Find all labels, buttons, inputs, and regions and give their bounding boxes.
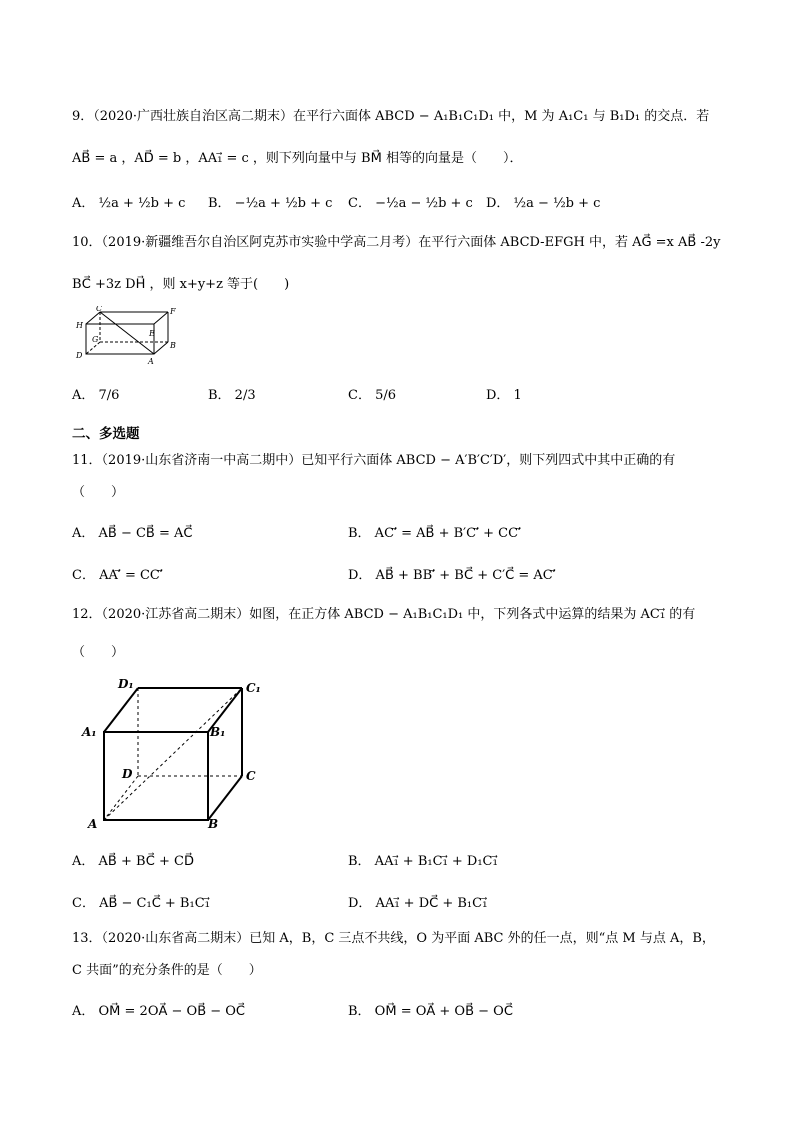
- q11-option-b: B． AC′⃗ = AB⃗ + B′C′⃗ + CC′⃗: [348, 526, 521, 541]
- q12-option-d: D． AA₁⃗ + DC⃗ + B₁C₁⃗: [348, 896, 488, 911]
- q10-option-c: C． 5/6: [348, 388, 397, 403]
- fig12-label-d1: D₁: [118, 677, 134, 691]
- q13-option-b: B． OM⃗ = OA⃗ + OB⃗ − OC⃗: [348, 1004, 513, 1019]
- fig12-label-c: C: [246, 769, 256, 783]
- q10-line1: 10．（2019·新疆维吾尔自治区阿克苏市实验中学高二月考）在平行六面体 ABCD-EFGH 中，若 AG⃗ =x AB⃗ -2y: [72, 235, 721, 250]
- q11-option-d: D． AB⃗ + BB′⃗ + BC⃗ + C′C⃗ = AC′⃗: [348, 568, 556, 583]
- fig10-label-b: B: [170, 341, 176, 350]
- q13-option-a: A． OM⃗ = 2OA⃗ − OB⃗ − OC⃗: [72, 1004, 245, 1019]
- q10-option-b: B． 2/3: [208, 388, 256, 403]
- q12-option-c: C． AB⃗ − C₁C⃗ + B₁C₁⃗: [72, 896, 210, 911]
- q9-option-c: C． −½a − ½b + c: [348, 196, 473, 211]
- q9-line2: AB⃗ = a ，AD⃗ = b ，AA₁⃗ = c ，则下列向量中与 BM⃗ 相等的向量是（ ）．: [72, 151, 523, 166]
- cube-figure: [80, 672, 270, 834]
- q10-option-d: D． 1: [486, 388, 522, 403]
- section-title-multiple-choice: 二、多选题: [72, 426, 140, 442]
- fig10-label-f: F: [170, 307, 176, 316]
- q9-option-a: A． ½a + ½b + c: [72, 196, 186, 211]
- q12-line2: （ ）: [72, 645, 125, 660]
- q9-line1: 9．（2020·广西壮族自治区高二期末）在平行六面体 ABCD − A₁B₁C₁D₁ 中，M 为 A₁C₁ 与 B₁D₁ 的交点．若: [72, 109, 710, 124]
- q13-line1: 13．（2020·山东省高二期末）已知 A，B，C 三点不共线，O 为平面 ABC 外的任一点，则“点 M 与点 A，B，: [72, 931, 715, 946]
- q13-line2: C 共面”的充分条件的是（ ）: [72, 963, 262, 978]
- q12-option-a: A． AB⃗ + BC⃗ + CD⃗: [72, 854, 194, 869]
- fig10-label-g: G: [92, 335, 99, 344]
- q11-option-c: C． AA′⃗ = CC′⃗: [72, 568, 163, 583]
- parallelepiped-figure: [72, 306, 182, 368]
- q9-option-b: B． −½a + ½b + c: [208, 196, 333, 211]
- fig12-label-a1: A₁: [82, 725, 97, 739]
- fig10-label-a: A: [148, 357, 154, 366]
- q10-option-a: A． 7/6: [72, 388, 120, 403]
- fig10-label-c: C: [96, 306, 103, 313]
- fig12-label-a: A: [88, 817, 98, 831]
- fig10-label-d: D: [76, 351, 83, 360]
- q12-option-b: B． AA₁⃗ + B₁C₁⃗ + D₁C₁⃗: [348, 854, 498, 869]
- fig12-label-b: B: [208, 817, 219, 831]
- q12-line1: 12．（2020·江苏省高二期末）如图，在正方体 ABCD − A₁B₁C₁D₁ 中，下列各式中运算的结果为 AC₁⃗ 的有: [72, 607, 696, 622]
- q11-line1: 11．（2019·山东省济南一中高二期中）已知平行六面体 ABCD − A′B′C′D′，则下列四式中其中正确的有: [72, 453, 676, 468]
- q11-line2: （ ）: [72, 485, 125, 500]
- fig12-label-c1: C₁: [246, 681, 261, 695]
- q11-option-a: A． AB⃗ − CB⃗ = AC⃗: [72, 526, 193, 541]
- fig12-label-b1: B₁: [210, 725, 226, 739]
- q9-option-d: D． ½a − ½b + c: [486, 196, 601, 211]
- fig10-label-e: E: [149, 329, 155, 338]
- q10-line2: BC⃗ +3z DH⃗ ，则 x+y+z 等于( ): [72, 277, 290, 292]
- fig10-label-h: H: [76, 321, 83, 330]
- fig12-label-d: D: [122, 767, 133, 781]
